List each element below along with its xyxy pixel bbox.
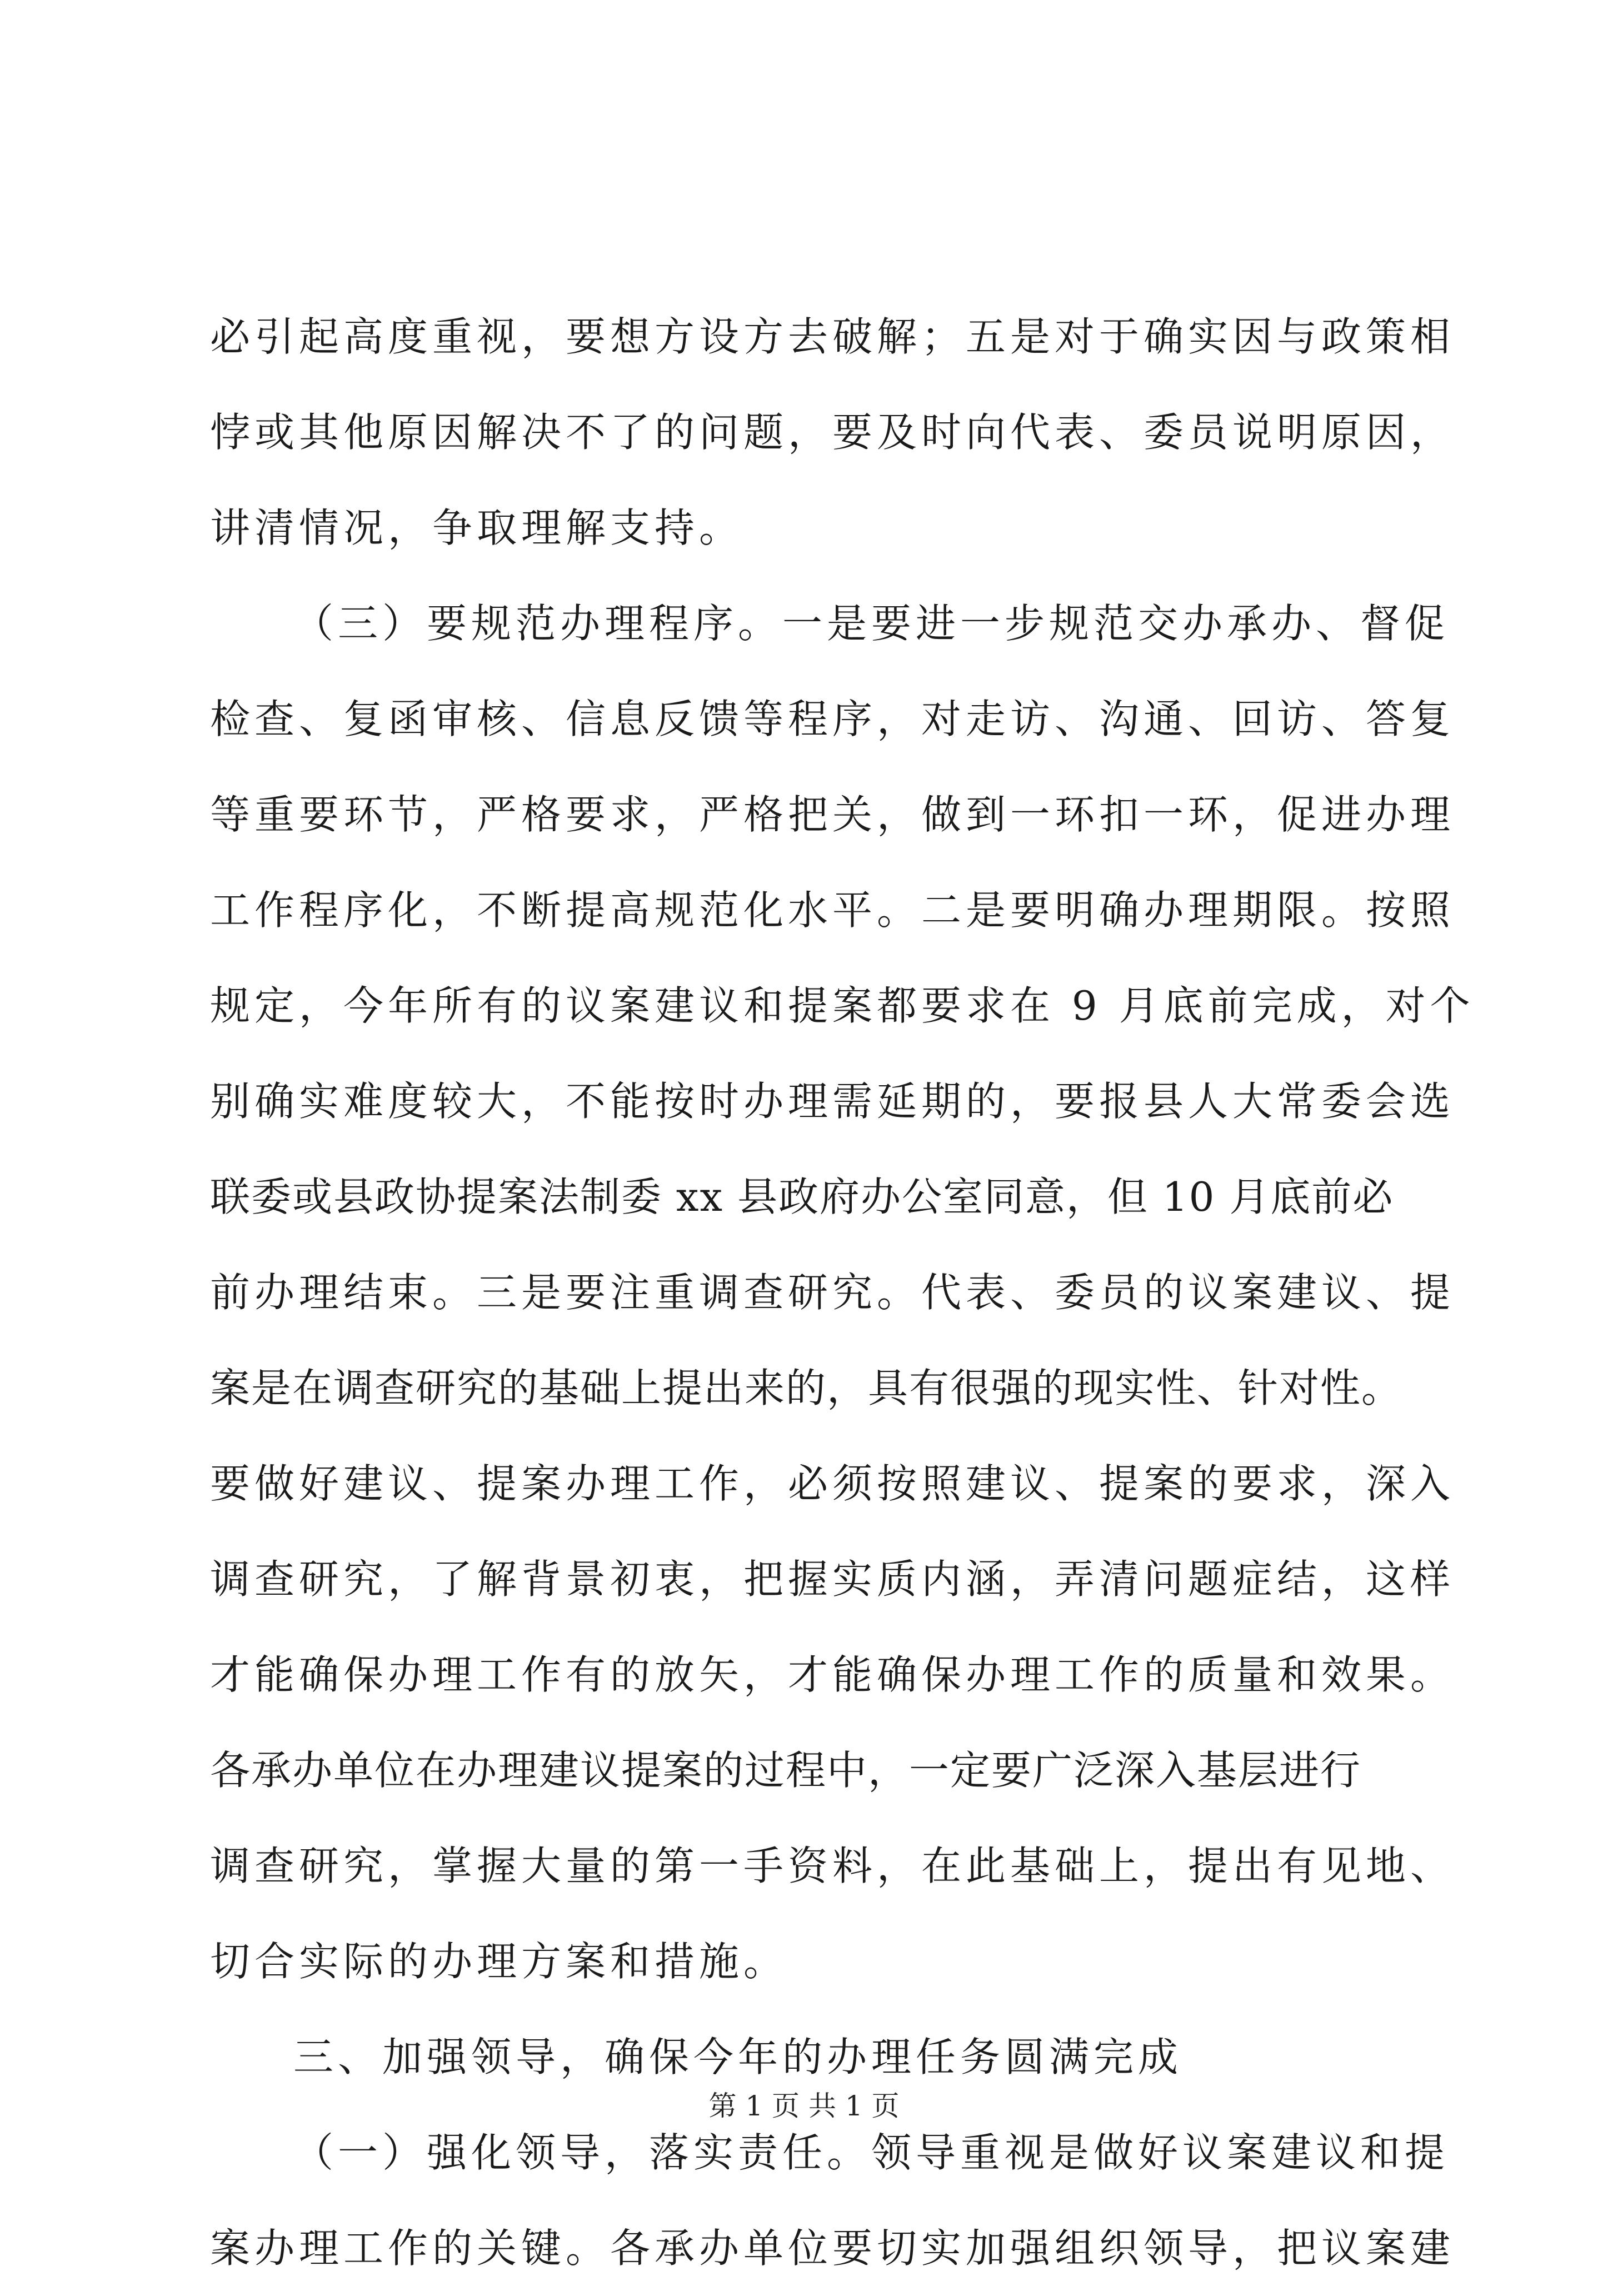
text-line: 各承办单位在办理建议提案的过程中，一定要广泛深入基层进行 <box>210 1747 1362 1794</box>
section-heading: 三、加强领导，确保今年的办理任务圆满完成 <box>293 2034 1183 2080</box>
text-line: 前办理结束。三是要注重调查研究。代表、委员的议案建议、提 <box>210 1269 1455 1316</box>
text-line: 调查研究，掌握大量的第一手资料，在此基础上，提出有见地、 <box>210 1843 1455 1889</box>
text-line: 调查研究，了解背景初衷，把握实质内涵，弄清问题症结，这样 <box>210 1556 1455 1603</box>
text-line: 别确实难度较大，不能按时办理需延期的，要报县人大常委会选 <box>210 1078 1455 1125</box>
text-line: 规定，今年所有的议案建议和提案都要求在 9 月底前完成，对个 <box>210 982 1475 1029</box>
document-body <box>210 289 1475 2296</box>
text-line: 悖或其他原因解决不了的问题，要及时向代表、委员说明原因， <box>210 409 1455 456</box>
text-line: 切合实际的办理方案和措施。 <box>210 1938 788 1985</box>
text-line: 案办理工作的关键。各承办单位要切实加强组织领导，把议案建 <box>210 2225 1455 2272</box>
text-line: 联委或县政协提案法制委 xx 县政府办公室同意，但 10 月底前必 <box>210 1174 1394 1220</box>
text-line: 检查、复函审核、信息反馈等程序，对走访、沟通、回访、答复 <box>210 696 1455 742</box>
text-line: 才能确保办理工作有的放矢，才能确保办理工作的质量和效果。 <box>210 1651 1455 1698</box>
paragraph-start-line: （一）强化领导，落实责任。领导重视是做好议案建议和提 <box>293 2129 1450 2176</box>
text-line: 必引起高度重视，要想方设方去破解；五是对于确实因与政策相 <box>210 313 1455 360</box>
text-line: 案是在调查研究的基础上提出来的，具有很强的现实性、针对性。 <box>210 1365 1403 1411</box>
paragraph-start-line: （三）要规范办理程序。一是要进一步规范交办承办、督促 <box>293 600 1450 647</box>
text-line: 工作程序化，不断提高规范化水平。二是要明确办理期限。按照 <box>210 887 1455 934</box>
page-footer: 第 1 页 共 1 页 <box>708 2090 900 2122</box>
text-line: 要做好建议、提案办理工作，必须按照建议、提案的要求，深入 <box>210 1460 1455 1507</box>
text-line: 等重要环节，严格要求，严格把关，做到一环扣一环，促进办理 <box>210 791 1455 838</box>
text-line: 讲清情况，争取理解支持。 <box>210 505 744 551</box>
